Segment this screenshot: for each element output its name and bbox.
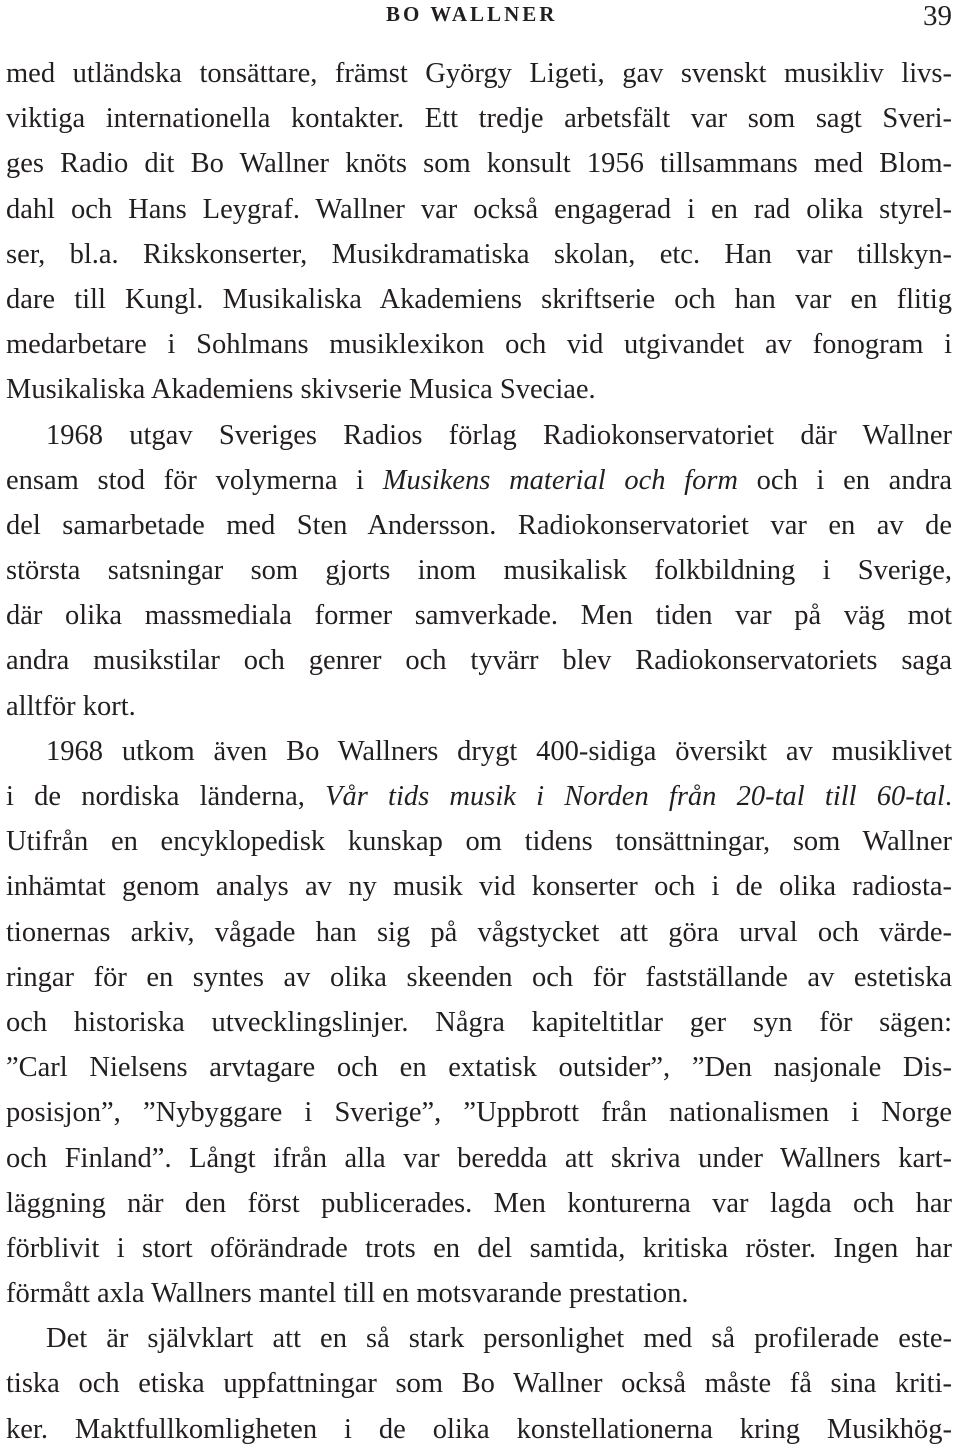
text-line [6, 1407, 952, 1452]
text-segment: i de nordiska länderna, [6, 781, 326, 812]
text-segment: ges Radio dit Bo Wallner knöts som konsult 1956 tillsammans med Blom- [6, 148, 952, 180]
page-number: 39 [923, 0, 952, 32]
text-line [6, 1136, 952, 1181]
italic-title: Vår tids musik i Norden från 20-tal till 60-tal [325, 781, 945, 812]
text-segment: dahl och Hans Leygraf. Wallner var också engagerad i en rad olika styrel- [6, 193, 952, 225]
text-line [6, 277, 952, 322]
text-line [6, 367, 952, 412]
text-line [6, 1090, 952, 1135]
text-segment: och i en andra [738, 464, 952, 496]
text-line [6, 1361, 952, 1406]
text-segment: tiska och etiska uppfattningar som Bo Wallner också måste få sina kriti- [6, 1368, 952, 1400]
text-segment: ser, bl.a. Rikskonserter, Musikdramatiska skolan, etc. Han var tillskyn- [6, 238, 952, 270]
italic-title: Musikens material och form [382, 464, 738, 496]
text-line [6, 1045, 952, 1090]
text-segment: och historiska utvecklingslinjer. Några kapiteltitlar ger syn för sägen: [6, 1006, 952, 1038]
text-segment: läggning när den först publicerades. Men konturerna var lagda och har [6, 1187, 952, 1219]
text-line [6, 774, 952, 819]
text-line [6, 548, 952, 593]
text-segment: del samarbetade med Sten Andersson. Radiokonservatoriet var en av de [6, 509, 952, 541]
text-line [6, 1226, 952, 1271]
text-line [6, 1271, 952, 1316]
text-segment: ”Carl Nielsens arvtagare och en extatisk outsider”, ”Den nasjonale Dis- [6, 1052, 952, 1084]
text-line [6, 232, 952, 277]
text-segment: . [944, 781, 953, 812]
running-head [0, 0, 960, 34]
text-segment: posisjon”, ”Nybyggare i Sverige”, ”Uppbrott från nationalismen i Norge [6, 1097, 952, 1129]
text-line [6, 1000, 952, 1045]
text-segment: där olika massmediala former samverkade. Men tiden var på väg mot [6, 600, 952, 632]
text-segment: Det är självklart att en så stark personlighet med så profilerade este- [46, 1323, 952, 1355]
text-segment: alltför kort. [6, 690, 136, 722]
text-line [6, 684, 952, 729]
text-segment: medarbetare i Sohlmans musiklexikon och vid utgivandet av fonogram i [6, 329, 952, 361]
text-segment: Musikaliska Akademiens skivserie Musica Sveciae. [6, 374, 596, 406]
text-segment: med utländska tonsättare, främst György Ligeti, gav svenskt musikliv livs- [6, 58, 952, 89]
text-line [6, 910, 952, 955]
text-line [6, 638, 952, 683]
text-line [6, 51, 952, 96]
text-segment: förmått axla Wallners mantel till en motsvarande prestation. [6, 1278, 689, 1310]
text-line [6, 96, 952, 141]
text-segment: dare till Kungl. Musikaliska Akademiens skriftserie och han var en flitig [6, 283, 952, 315]
text-segment: andra musikstilar och genrer och tyvärr blev Radiokonservatoriets saga [6, 645, 952, 677]
text-line [6, 503, 952, 548]
text-segment: ringar för en syntes av olika skeenden och för fastställande av estetiska [6, 961, 952, 993]
text-line [6, 1181, 952, 1226]
text-segment: viktiga internationella kontakter. Ett tredje arbetsfält var som sagt Sveri- [6, 103, 952, 135]
text-segment: inhämtat genom analys av ny musik vid konserter och i de olika radiosta- [6, 871, 952, 903]
text-line [6, 864, 952, 909]
text-line [6, 593, 952, 638]
text-line [6, 955, 952, 1000]
text-line [6, 819, 952, 864]
text-segment: 1968 utgav Sveriges Radios förlag Radiokonservatoriet där Wallner [46, 419, 952, 451]
text-segment: förblivit i stort oförändrade trots en del samtida, kritiska röster. Ingen har [6, 1232, 952, 1264]
text-line [6, 458, 952, 503]
text-line [6, 187, 952, 232]
text-line [6, 1316, 952, 1361]
text-line [6, 729, 952, 774]
running-title: BO WALLNER [386, 2, 558, 26]
body-text [6, 51, 952, 1452]
text-segment: ker. Maktfullkomligheten i de olika konstellationerna kring Musikhög- [6, 1413, 952, 1445]
text-segment: 1968 utkom även Bo Wallners drygt 400-sidiga översikt av musiklivet [46, 735, 952, 767]
text-line [6, 413, 952, 458]
text-segment: tionernas arkiv, vågade han sig på vågstycket att göra urval och värde- [6, 916, 952, 948]
text-segment: största satsningar som gjorts inom musikalisk folkbildning i Sverige, [6, 555, 952, 587]
text-segment: Utifrån en encyklopedisk kunskap om tidens tonsättningar, som Wallner [6, 826, 952, 858]
text-line [6, 141, 952, 186]
text-segment: ensam stod för volymerna i [6, 464, 383, 496]
text-segment: och Finland”. Långt ifrån alla var beredda att skriva under Wallners kart- [6, 1142, 952, 1174]
text-line [6, 322, 952, 367]
